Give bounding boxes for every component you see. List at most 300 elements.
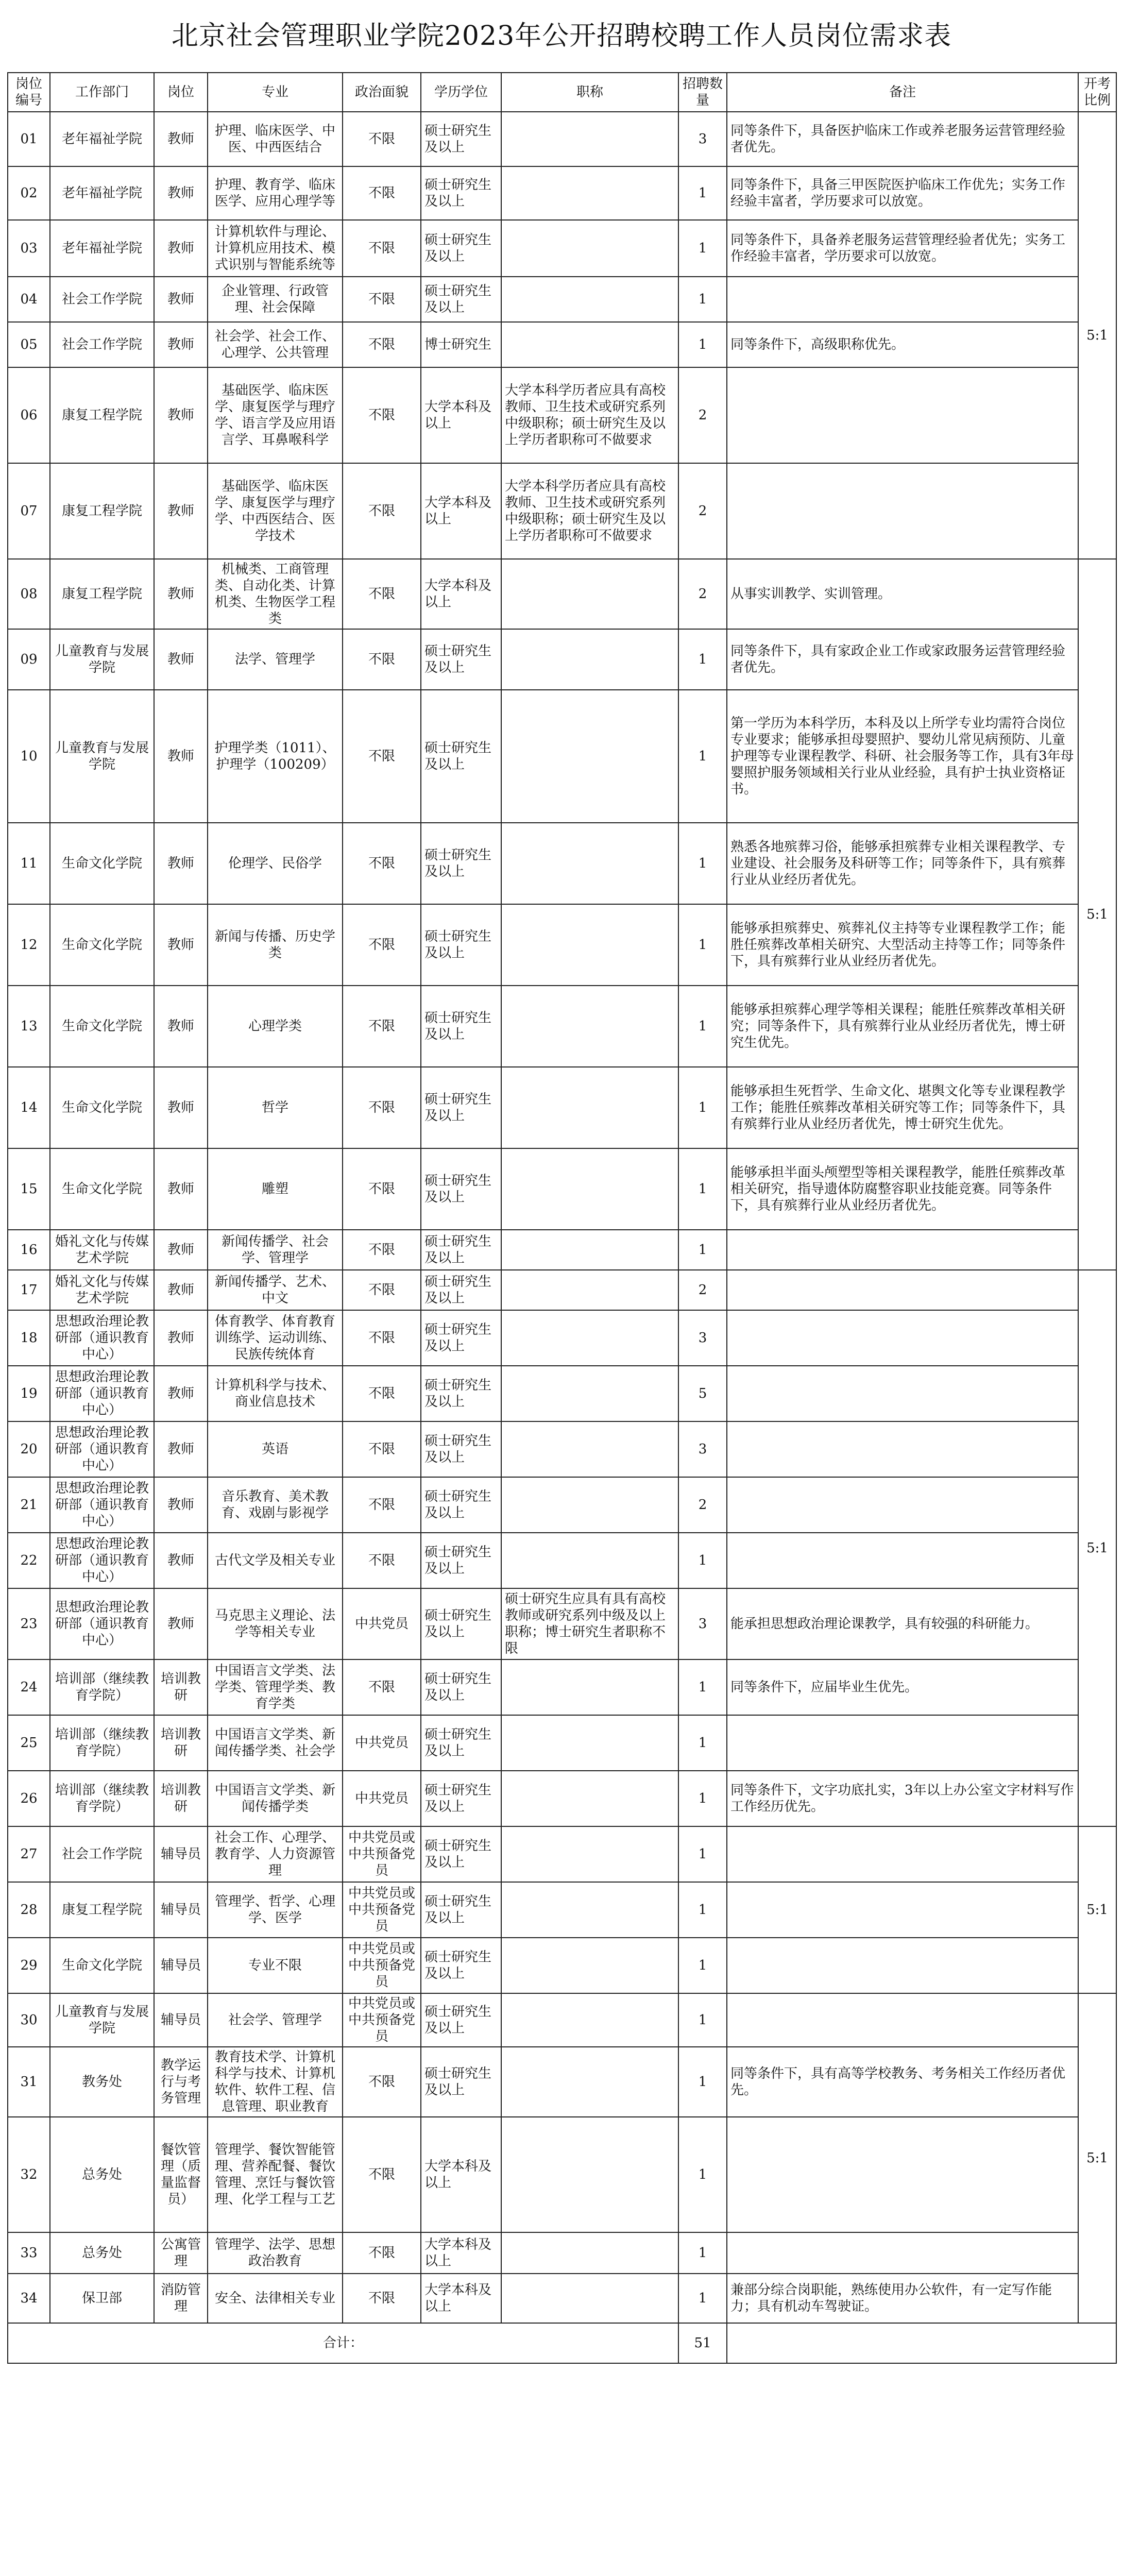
cell-note xyxy=(727,277,1078,322)
table-row xyxy=(8,823,1116,904)
cell-code: 27 xyxy=(8,1826,50,1882)
cell-dept: 思想政治理论教研部（通识教育中心） xyxy=(50,1477,154,1533)
table-row xyxy=(8,1826,1116,1882)
cell-edu: 硕士研究生及以上 xyxy=(421,1230,501,1270)
cell-post: 辅导员 xyxy=(154,1826,208,1882)
cell-dept: 社会工作学院 xyxy=(50,277,154,322)
cell-edu: 硕士研究生及以上 xyxy=(421,1421,501,1477)
cell-code: 09 xyxy=(8,629,50,690)
cell-count: 1 xyxy=(678,2047,727,2117)
cell-politics: 不限 xyxy=(343,463,421,559)
cell-rank xyxy=(501,904,678,986)
cell-edu: 硕士研究生及以上 xyxy=(421,220,501,277)
cell-count: 3 xyxy=(678,1310,727,1366)
cell-count: 1 xyxy=(678,823,727,904)
cell-dept: 生命文化学院 xyxy=(50,823,154,904)
cell-note: 同等条件下，高级职称优先。 xyxy=(727,322,1078,367)
cell-post: 辅导员 xyxy=(154,1938,208,1993)
cell-rank xyxy=(501,823,678,904)
cell-note: 同等条件下，文字功底扎实，3年以上办公室文字材料写作工作经历优先。 xyxy=(727,1771,1078,1826)
table-row xyxy=(8,2117,1116,2232)
table-row xyxy=(8,986,1116,1067)
cell-edu: 大学本科及以上 xyxy=(421,559,501,629)
cell-count: 1 xyxy=(678,2117,727,2232)
cell-count: 2 xyxy=(678,1477,727,1533)
cell-code: 17 xyxy=(8,1270,50,1310)
cell-note xyxy=(727,2232,1078,2274)
cell-major: 机械类、工商管理类、自动化类、计算机类、生物医学工程类 xyxy=(208,559,343,629)
total-label: 合计： xyxy=(8,2323,678,2363)
cell-post: 教师 xyxy=(154,1148,208,1230)
cell-politics: 不限 xyxy=(343,166,421,220)
cell-code: 26 xyxy=(8,1771,50,1826)
table-row xyxy=(8,322,1116,367)
cell-major: 古代文学及相关专业 xyxy=(208,1533,343,1588)
cell-note xyxy=(727,1715,1078,1771)
header-major: 专业 xyxy=(208,73,343,112)
cell-politics: 中共党员 xyxy=(343,1588,421,1659)
cell-note xyxy=(727,1366,1078,1421)
cell-major: 新闻传播学、社会学、管理学 xyxy=(208,1230,343,1270)
cell-note xyxy=(727,1938,1078,1993)
cell-count: 1 xyxy=(678,1826,727,1882)
cell-count: 3 xyxy=(678,112,727,166)
table-row xyxy=(8,2047,1116,2117)
table-row xyxy=(8,1366,1116,1421)
cell-note: 同等条件下，具有家政企业工作或家政服务运营管理经验者优先。 xyxy=(727,629,1078,690)
cell-politics: 不限 xyxy=(343,1533,421,1588)
cell-note: 同等条件下，具备养老服务运营管理经验者优先；实务工作经验丰富者，学历要求可以放宽。 xyxy=(727,220,1078,277)
cell-edu: 大学本科及以上 xyxy=(421,463,501,559)
table-row xyxy=(8,1067,1116,1148)
cell-rank: 硕士研究生应具有具有高校教师或研究系列中级及以上职称；博士研究生者职称不限 xyxy=(501,1588,678,1659)
cell-count: 1 xyxy=(678,629,727,690)
cell-count: 1 xyxy=(678,2274,727,2323)
cell-code: 01 xyxy=(8,112,50,166)
cell-edu: 硕士研究生及以上 xyxy=(421,1993,501,2047)
cell-code: 14 xyxy=(8,1067,50,1148)
cell-code: 16 xyxy=(8,1230,50,1270)
total-blank xyxy=(727,2323,1116,2363)
recruitment-table xyxy=(7,72,1117,2364)
cell-note: 兼部分综合岗职能，熟练使用办公软件，有一定写作能力；具有机动车驾驶证。 xyxy=(727,2274,1078,2323)
cell-post: 教师 xyxy=(154,1533,208,1588)
cell-edu: 硕士研究生及以上 xyxy=(421,1771,501,1826)
header-rank: 职称 xyxy=(501,73,678,112)
cell-post: 教师 xyxy=(154,690,208,823)
cell-post: 教师 xyxy=(154,1588,208,1659)
cell-politics: 不限 xyxy=(343,629,421,690)
cell-rank xyxy=(501,1659,678,1715)
table-row xyxy=(8,1148,1116,1230)
cell-ratio: 5:1 xyxy=(1078,1270,1116,1826)
cell-post: 教师 xyxy=(154,322,208,367)
cell-code: 20 xyxy=(8,1421,50,1477)
cell-edu: 硕士研究生及以上 xyxy=(421,904,501,986)
cell-post: 培训教研 xyxy=(154,1715,208,1771)
cell-post: 教师 xyxy=(154,367,208,463)
cell-note: 从事实训教学、实训管理。 xyxy=(727,559,1078,629)
cell-code: 19 xyxy=(8,1366,50,1421)
cell-politics: 不限 xyxy=(343,2117,421,2232)
cell-dept: 康复工程学院 xyxy=(50,463,154,559)
cell-post: 教师 xyxy=(154,986,208,1067)
cell-politics: 不限 xyxy=(343,1067,421,1148)
cell-major: 雕塑 xyxy=(208,1148,343,1230)
cell-edu: 硕士研究生及以上 xyxy=(421,1270,501,1310)
table-row xyxy=(8,112,1116,166)
table-row xyxy=(8,559,1116,629)
table-row xyxy=(8,1310,1116,1366)
cell-count: 1 xyxy=(678,904,727,986)
cell-rank: 大学本科学历者应具有高校教师、卫生技术或研究系列中级职称；硕士研究生及以上学历者职称可不做要求 xyxy=(501,367,678,463)
cell-dept: 培训部（继续教育学院） xyxy=(50,1715,154,1771)
cell-politics: 中共党员或中共预备党员 xyxy=(343,1882,421,1938)
cell-ratio: 5:1 xyxy=(1078,1826,1116,1993)
cell-post: 教师 xyxy=(154,1230,208,1270)
cell-rank xyxy=(501,1477,678,1533)
cell-note: 同等条件下，具有高等学校教务、考务相关工作经历者优先。 xyxy=(727,2047,1078,2117)
cell-rank xyxy=(501,629,678,690)
cell-rank xyxy=(501,1366,678,1421)
cell-rank xyxy=(501,2274,678,2323)
cell-code: 06 xyxy=(8,367,50,463)
cell-politics: 不限 xyxy=(343,690,421,823)
cell-code: 07 xyxy=(8,463,50,559)
cell-note xyxy=(727,1421,1078,1477)
cell-code: 12 xyxy=(8,904,50,986)
cell-count: 1 xyxy=(678,1771,727,1826)
cell-edu: 大学本科及以上 xyxy=(421,2117,501,2232)
cell-note xyxy=(727,1477,1078,1533)
cell-major: 管理学、哲学、心理学、医学 xyxy=(208,1882,343,1938)
cell-major: 法学、管理学 xyxy=(208,629,343,690)
cell-dept: 康复工程学院 xyxy=(50,367,154,463)
cell-count: 1 xyxy=(678,986,727,1067)
cell-major: 心理学类 xyxy=(208,986,343,1067)
cell-major: 英语 xyxy=(208,1421,343,1477)
cell-rank xyxy=(501,220,678,277)
cell-dept: 儿童教育与发展学院 xyxy=(50,629,154,690)
cell-dept: 生命文化学院 xyxy=(50,986,154,1067)
cell-post: 教师 xyxy=(154,1067,208,1148)
cell-post: 教师 xyxy=(154,166,208,220)
cell-politics: 中共党员或中共预备党员 xyxy=(343,1993,421,2047)
cell-rank xyxy=(501,1310,678,1366)
cell-edu: 硕士研究生及以上 xyxy=(421,277,501,322)
header-edu: 学历学位 xyxy=(421,73,501,112)
cell-edu: 硕士研究生及以上 xyxy=(421,986,501,1067)
cell-code: 04 xyxy=(8,277,50,322)
header-code: 岗位编号 xyxy=(8,73,50,112)
cell-rank xyxy=(501,166,678,220)
cell-major: 管理学、餐饮智能管理、营养配餐、餐饮管理、烹饪与餐饮管理、化学工程与工艺 xyxy=(208,2117,343,2232)
table-row xyxy=(8,1270,1116,1310)
cell-politics: 中共党员 xyxy=(343,1771,421,1826)
cell-code: 08 xyxy=(8,559,50,629)
cell-edu: 硕士研究生及以上 xyxy=(421,1148,501,1230)
cell-note: 同等条件下，具备医护临床工作或养老服务运营管理经验者优先。 xyxy=(727,112,1078,166)
cell-code: 32 xyxy=(8,2117,50,2232)
cell-dept: 老年福祉学院 xyxy=(50,220,154,277)
cell-politics: 不限 xyxy=(343,367,421,463)
cell-count: 2 xyxy=(678,463,727,559)
cell-rank xyxy=(501,690,678,823)
cell-rank xyxy=(501,1533,678,1588)
cell-major: 音乐教育、美术教育、戏剧与影视学 xyxy=(208,1477,343,1533)
cell-dept: 老年福祉学院 xyxy=(50,112,154,166)
cell-politics: 不限 xyxy=(343,823,421,904)
cell-post: 餐饮管理（质量监督员） xyxy=(154,2117,208,2232)
cell-major: 护理、临床医学、中医、中西医结合 xyxy=(208,112,343,166)
cell-rank xyxy=(501,1270,678,1310)
cell-count: 1 xyxy=(678,1715,727,1771)
cell-politics: 不限 xyxy=(343,1477,421,1533)
cell-code: 05 xyxy=(8,322,50,367)
table-row xyxy=(8,904,1116,986)
cell-code: 25 xyxy=(8,1715,50,1771)
cell-dept: 儿童教育与发展学院 xyxy=(50,1993,154,2047)
cell-major: 教育技术学、计算机科学与技术、计算机软件、软件工程、信息管理、职业教育 xyxy=(208,2047,343,2117)
cell-code: 21 xyxy=(8,1477,50,1533)
cell-dept: 培训部（继续教育学院） xyxy=(50,1771,154,1826)
cell-politics: 不限 xyxy=(343,277,421,322)
header-note: 备注 xyxy=(727,73,1078,112)
total-row xyxy=(8,2323,1116,2363)
cell-code: 23 xyxy=(8,1588,50,1659)
cell-politics: 中共党员或中共预备党员 xyxy=(343,1938,421,1993)
cell-dept: 康复工程学院 xyxy=(50,1882,154,1938)
cell-dept: 思想政治理论教研部（通识教育中心） xyxy=(50,1421,154,1477)
cell-note xyxy=(727,1270,1078,1310)
cell-edu: 硕士研究生及以上 xyxy=(421,1882,501,1938)
cell-note xyxy=(727,1993,1078,2047)
cell-post: 教师 xyxy=(154,1366,208,1421)
cell-post: 教师 xyxy=(154,112,208,166)
cell-post: 培训教研 xyxy=(154,1659,208,1715)
table-row xyxy=(8,2232,1116,2274)
cell-note: 能够承担殡葬心理学等相关课程；能胜任殡葬改革相关研究；同等条件下，具有殡葬行业从业经历者优先，博士研究生优先。 xyxy=(727,986,1078,1067)
cell-politics: 不限 xyxy=(343,1421,421,1477)
cell-edu: 硕士研究生及以上 xyxy=(421,1366,501,1421)
cell-rank: 大学本科学历者应具有高校教师、卫生技术或研究系列中级职称；硕士研究生及以上学历者职称可不做要求 xyxy=(501,463,678,559)
cell-major: 管理学、法学、思想政治教育 xyxy=(208,2232,343,2274)
cell-major: 中国语言文学类、新闻传播学类 xyxy=(208,1771,343,1826)
cell-edu: 硕士研究生及以上 xyxy=(421,1938,501,1993)
cell-code: 13 xyxy=(8,986,50,1067)
cell-dept: 思想政治理论教研部（通识教育中心） xyxy=(50,1366,154,1421)
table-row xyxy=(8,1588,1116,1659)
cell-edu: 硕士研究生及以上 xyxy=(421,1715,501,1771)
cell-note: 熟悉各地殡葬习俗，能够承担殡葬专业相关课程教学、专业建设、社会服务及科研等工作；同等条件下，具有殡葬行业从业经历者优先。 xyxy=(727,823,1078,904)
cell-post: 教师 xyxy=(154,1421,208,1477)
cell-major: 社会工作、心理学、教育学、人力资源管理 xyxy=(208,1826,343,1882)
cell-dept: 老年福祉学院 xyxy=(50,166,154,220)
cell-dept: 生命文化学院 xyxy=(50,904,154,986)
table-row xyxy=(8,367,1116,463)
cell-post: 教师 xyxy=(154,1310,208,1366)
cell-rank xyxy=(501,1826,678,1882)
cell-post: 教师 xyxy=(154,904,208,986)
cell-count: 1 xyxy=(678,1882,727,1938)
cell-rank xyxy=(501,1421,678,1477)
cell-post: 公寓管理 xyxy=(154,2232,208,2274)
header-ratio: 开考比例 xyxy=(1078,73,1116,112)
cell-rank xyxy=(501,1230,678,1270)
cell-dept: 总务处 xyxy=(50,2117,154,2232)
cell-rank xyxy=(501,1715,678,1771)
cell-dept: 康复工程学院 xyxy=(50,559,154,629)
cell-post: 教师 xyxy=(154,823,208,904)
cell-major: 新闻与传播、历史学类 xyxy=(208,904,343,986)
cell-dept: 思想政治理论教研部（通识教育中心） xyxy=(50,1310,154,1366)
cell-count: 1 xyxy=(678,277,727,322)
cell-code: 34 xyxy=(8,2274,50,2323)
table-row xyxy=(8,2274,1116,2323)
cell-major: 企业管理、行政管理、社会保障 xyxy=(208,277,343,322)
cell-count: 2 xyxy=(678,367,727,463)
cell-note xyxy=(727,367,1078,463)
cell-ratio: 5:1 xyxy=(1078,559,1116,1270)
cell-count: 1 xyxy=(678,322,727,367)
header-dept: 工作部门 xyxy=(50,73,154,112)
cell-politics: 不限 xyxy=(343,1659,421,1715)
cell-edu: 硕士研究生及以上 xyxy=(421,2047,501,2117)
cell-code: 31 xyxy=(8,2047,50,2117)
cell-post: 教师 xyxy=(154,629,208,690)
table-row xyxy=(8,1533,1116,1588)
cell-count: 2 xyxy=(678,559,727,629)
table-row xyxy=(8,463,1116,559)
header-row xyxy=(8,73,1116,112)
cell-politics: 中共党员 xyxy=(343,1715,421,1771)
cell-major: 护理、教育学、临床医学、应用心理学等 xyxy=(208,166,343,220)
cell-major: 专业不限 xyxy=(208,1938,343,1993)
cell-dept: 总务处 xyxy=(50,2232,154,2274)
cell-dept: 思想政治理论教研部（通识教育中心） xyxy=(50,1533,154,1588)
table-row xyxy=(8,1938,1116,1993)
cell-post: 辅导员 xyxy=(154,1882,208,1938)
cell-politics: 不限 xyxy=(343,2232,421,2274)
cell-dept: 社会工作学院 xyxy=(50,1826,154,1882)
cell-code: 18 xyxy=(8,1310,50,1366)
cell-edu: 硕士研究生及以上 xyxy=(421,1659,501,1715)
cell-count: 1 xyxy=(678,1148,727,1230)
cell-note xyxy=(727,1826,1078,1882)
cell-dept: 生命文化学院 xyxy=(50,1067,154,1148)
table-row xyxy=(8,690,1116,823)
cell-count: 1 xyxy=(678,1993,727,2047)
cell-edu: 硕士研究生及以上 xyxy=(421,166,501,220)
cell-code: 33 xyxy=(8,2232,50,2274)
cell-post: 教师 xyxy=(154,1270,208,1310)
cell-count: 1 xyxy=(678,1938,727,1993)
cell-rank xyxy=(501,559,678,629)
table-row xyxy=(8,277,1116,322)
cell-ratio: 5:1 xyxy=(1078,112,1116,559)
cell-count: 1 xyxy=(678,690,727,823)
cell-edu: 硕士研究生及以上 xyxy=(421,823,501,904)
cell-major: 护理学类（1011）、护理学（100209） xyxy=(208,690,343,823)
cell-edu: 大学本科及以上 xyxy=(421,367,501,463)
cell-edu: 硕士研究生及以上 xyxy=(421,1477,501,1533)
cell-note: 同等条件下，具备三甲医院医护临床工作优先；实务工作经验丰富者，学历要求可以放宽。 xyxy=(727,166,1078,220)
header-politics: 政治面貌 xyxy=(343,73,421,112)
table-body xyxy=(8,112,1116,2363)
cell-note: 能承担思想政治理论课教学，具有较强的科研能力。 xyxy=(727,1588,1078,1659)
cell-major: 中国语言文学类、新闻传播学类、社会学 xyxy=(208,1715,343,1771)
cell-dept: 社会工作学院 xyxy=(50,322,154,367)
cell-edu: 硕士研究生及以上 xyxy=(421,629,501,690)
cell-post: 教师 xyxy=(154,463,208,559)
table-row xyxy=(8,220,1116,277)
cell-code: 11 xyxy=(8,823,50,904)
cell-post: 教学运行与考务管理 xyxy=(154,2047,208,2117)
cell-post: 辅导员 xyxy=(154,1993,208,2047)
cell-edu: 硕士研究生及以上 xyxy=(421,1310,501,1366)
cell-code: 22 xyxy=(8,1533,50,1588)
cell-major: 安全、法律相关专业 xyxy=(208,2274,343,2323)
cell-dept: 生命文化学院 xyxy=(50,1148,154,1230)
cell-politics: 不限 xyxy=(343,1310,421,1366)
cell-note xyxy=(727,2117,1078,2232)
cell-dept: 生命文化学院 xyxy=(50,1938,154,1993)
cell-major: 计算机科学与技术、商业信息技术 xyxy=(208,1366,343,1421)
cell-dept: 儿童教育与发展学院 xyxy=(50,690,154,823)
cell-rank xyxy=(501,1938,678,1993)
cell-note xyxy=(727,1533,1078,1588)
cell-count: 5 xyxy=(678,1366,727,1421)
cell-edu: 大学本科及以上 xyxy=(421,2274,501,2323)
cell-major: 计算机软件与理论、计算机应用技术、模式识别与智能系统等 xyxy=(208,220,343,277)
cell-edu: 硕士研究生及以上 xyxy=(421,690,501,823)
cell-rank xyxy=(501,2232,678,2274)
cell-count: 1 xyxy=(678,1659,727,1715)
cell-politics: 不限 xyxy=(343,1148,421,1230)
cell-dept: 思想政治理论教研部（通识教育中心） xyxy=(50,1588,154,1659)
cell-post: 教师 xyxy=(154,220,208,277)
cell-dept: 婚礼文化与传媒艺术学院 xyxy=(50,1230,154,1270)
cell-count: 1 xyxy=(678,1067,727,1148)
cell-politics: 不限 xyxy=(343,220,421,277)
cell-rank xyxy=(501,1771,678,1826)
cell-code: 28 xyxy=(8,1882,50,1938)
cell-rank xyxy=(501,322,678,367)
cell-rank xyxy=(501,112,678,166)
cell-major: 体育教学、体育教育训练学、运动训练、民族传统体育 xyxy=(208,1310,343,1366)
cell-note xyxy=(727,1230,1078,1270)
cell-count: 2 xyxy=(678,1270,727,1310)
cell-dept: 培训部（继续教育学院） xyxy=(50,1659,154,1715)
table-row xyxy=(8,629,1116,690)
table-row xyxy=(8,1477,1116,1533)
cell-edu: 硕士研究生及以上 xyxy=(421,1067,501,1148)
cell-rank xyxy=(501,2117,678,2232)
cell-edu: 博士研究生 xyxy=(421,322,501,367)
table-row xyxy=(8,1421,1116,1477)
cell-major: 基础医学、临床医学、康复医学与理疗学、中西医结合、医学技术 xyxy=(208,463,343,559)
cell-politics: 不限 xyxy=(343,559,421,629)
cell-note xyxy=(727,463,1078,559)
cell-edu: 硕士研究生及以上 xyxy=(421,1533,501,1588)
cell-edu: 硕士研究生及以上 xyxy=(421,1588,501,1659)
cell-note: 第一学历为本科学历，本科及以上所学专业均需符合岗位专业要求；能够承担母婴照护、婴幼儿常见病预防、儿童护理等专业课程教学、科研、社会服务等工作，具有3年母婴照护服务领域相关行业从业经验，具有护士执业资格证书。 xyxy=(727,690,1078,823)
cell-post: 教师 xyxy=(154,277,208,322)
cell-rank xyxy=(501,2047,678,2117)
cell-major: 社会学、社会工作、心理学、公共管理 xyxy=(208,322,343,367)
cell-count: 1 xyxy=(678,1533,727,1588)
cell-post: 教师 xyxy=(154,559,208,629)
